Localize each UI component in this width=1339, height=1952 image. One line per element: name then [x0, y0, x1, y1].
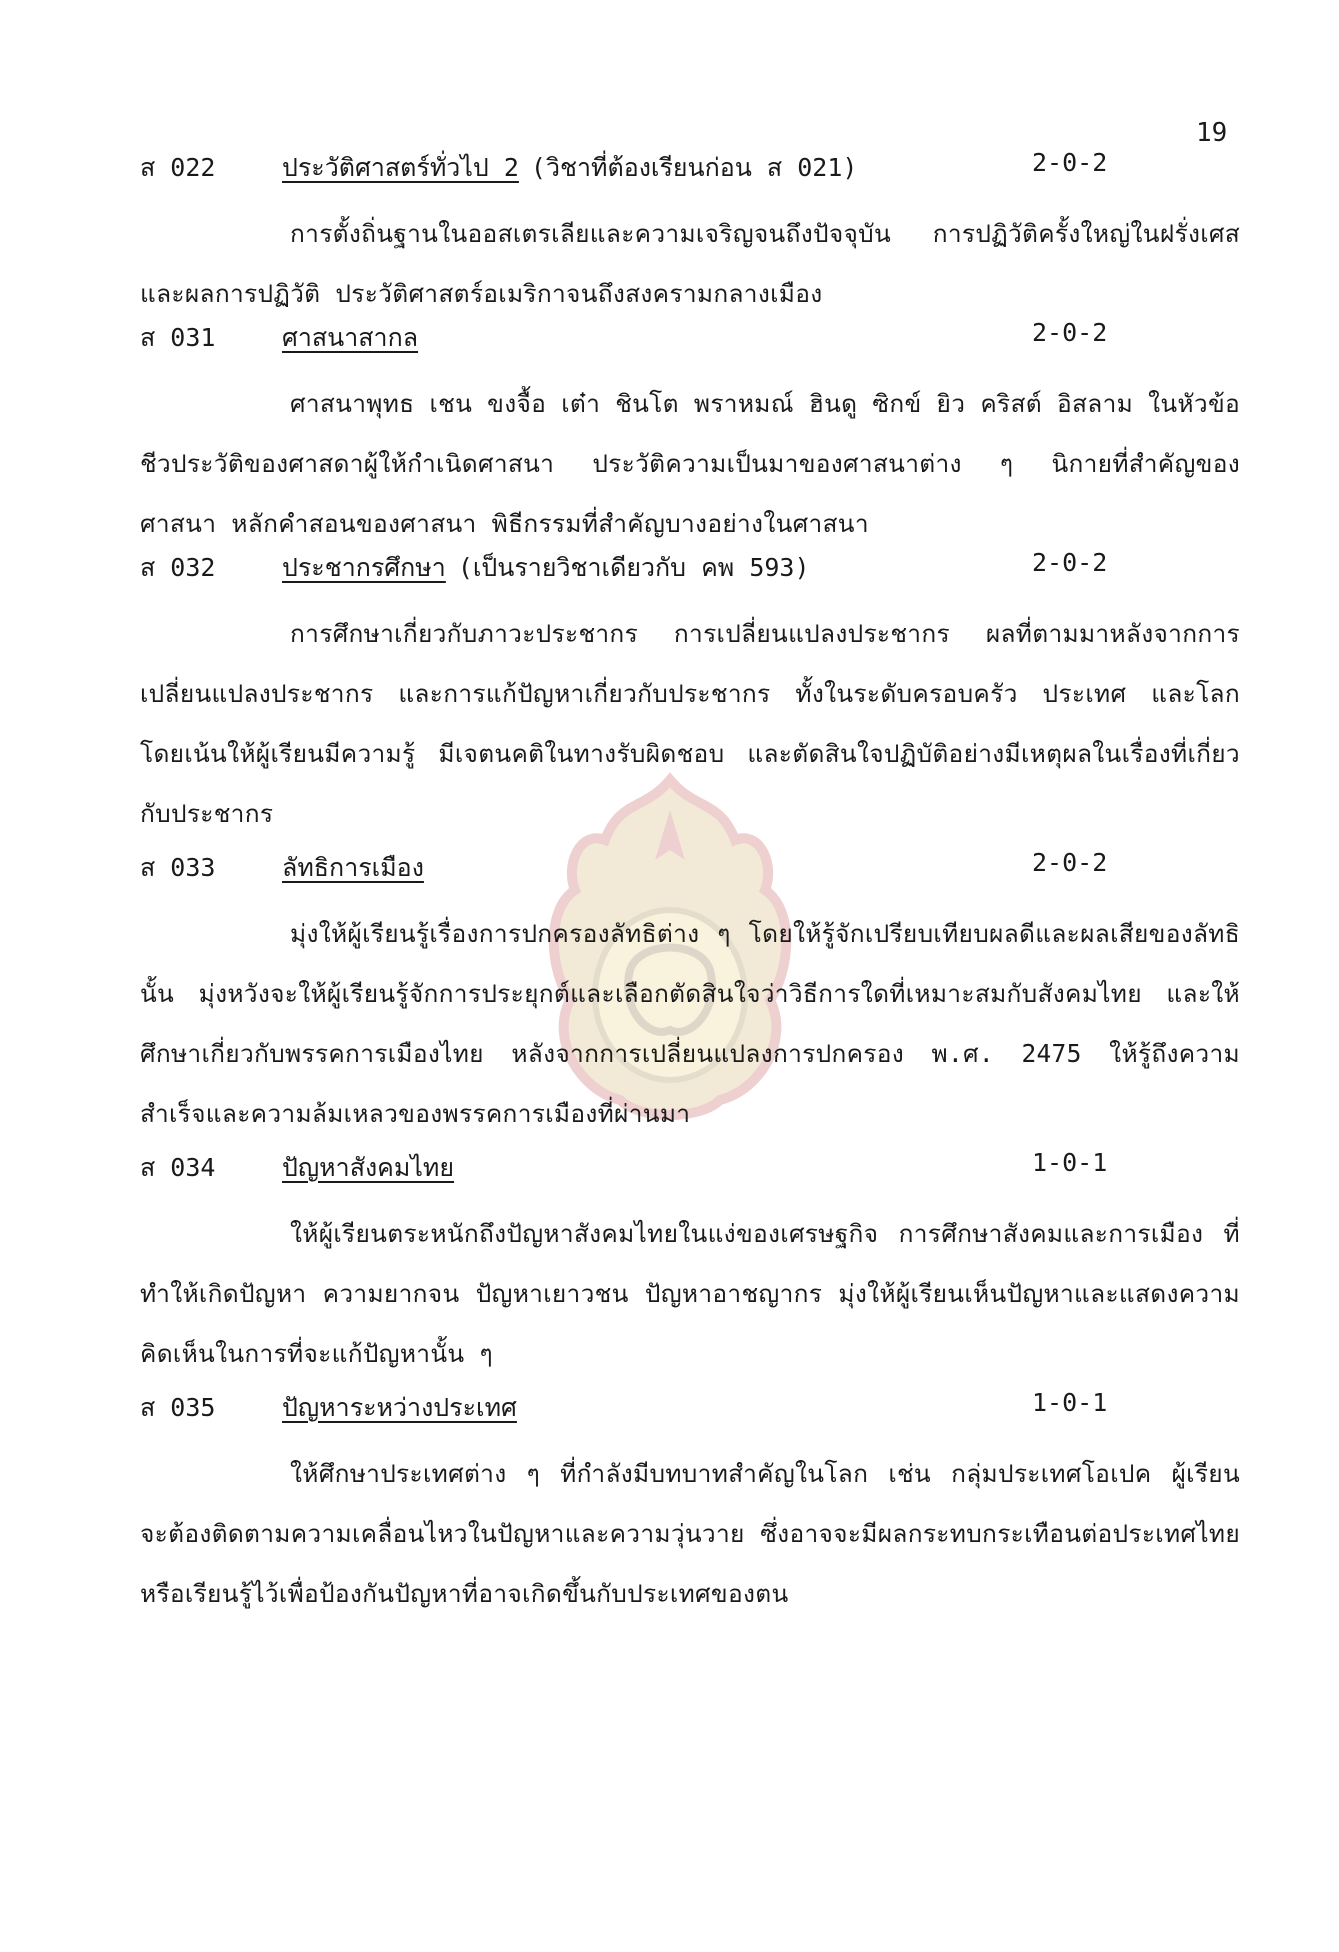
course-header — [0, 148, 1339, 190]
course-title-group — [282, 1388, 529, 1428]
course-code: ส 031 — [140, 323, 216, 352]
course-description: ให้ศึกษาประเทศต่าง ๆ ที่กำลังมีบทบาทสำคัญในโลก เช่น กลุ่มประเทศโอเปค ผู้เรียนจะต้องติดตามความเคลื่อนไหวในปัญหาและความวุ่นวาย ซึ่งอาจจะมีผลกระทบกระเทือนต่อประเทศไทย หรือเรียนรู้ไว้เพื่อป้องกันปัญหาที่อาจเกิดขึ้นกับประเทศของตน — [140, 1459, 1240, 1608]
course-title-group — [282, 318, 430, 358]
course-code: ส 035 — [140, 1393, 216, 1422]
page-number: 19 — [1196, 118, 1228, 148]
course-title: ศาสนาสากล — [282, 323, 419, 352]
course-description: การตั้งถิ่นฐานในออสเตรเลียและความเจริญจนถึงปัจจุบัน การปฏิวัติครั้งใหญ่ในฝรั่งเศส และผลการปฏิวัติ ประวัติศาสตร์อเมริกาจนถึงสงครามกลางเมือง — [140, 219, 1240, 308]
course-entry — [0, 548, 1339, 844]
course-title-group — [282, 148, 857, 188]
course-title: ประชากรศึกษา — [282, 553, 446, 582]
course-title: ประวัติศาสตร์ทั่วไป 2 — [282, 153, 519, 182]
course-code: ส 022 — [140, 153, 216, 182]
course-credits: 1-0-1 — [1032, 1148, 1108, 1177]
course-title: ปัญหาระหว่างประเทศ — [282, 1393, 517, 1422]
course-prerequisite: (เป็นรายวิชาเดียวกับ คพ 593) — [457, 553, 810, 582]
course-code: ส 032 — [140, 553, 216, 582]
course-header — [0, 318, 1339, 360]
course-description: มุ่งให้ผู้เรียนรู้เรื่องการปกครองลัทธิต่าง ๆ โดยให้รู้จักเปรียบเทียบผลดีและผลเสียของลัทธินั้น มุ่งหวังจะให้ผู้เรียนรู้จักการประยุกต์และเลือกตัดสินใจว่าวิธีการใดที่เหมาะสมกับสังคมไทย และให้ศึกษาเกี่ยวกับพรรคการเมืองไทย หลังจากการเปลี่ยนแปลงการปกครอง พ.ศ. 2475 ให้รู้ถึงความสำเร็จและความล้มเหลวของพรรคการเมืองที่ผ่านมา — [140, 919, 1240, 1128]
course-entry — [0, 1388, 1339, 1624]
course-description: ศาสนาพุทธ เชน ขงจื้อ เต๋า ชินโต พราหมณ์ ฮินดู ซิกข์ ยิว คริสต์ อิสลาม ในหัวข้อชีวประวัติของศาสดาผู้ให้กำเนิดศาสนา ประวัติความเป็นมาของศาสนาต่าง ๆ นิกายที่สำคัญของศาสนา หลักคำสอนของศาสนา พิธีกรรมที่สำคัญบางอย่างในศาสนา — [140, 389, 1241, 538]
course-entry — [0, 848, 1339, 1144]
course-title: ลัทธิการเมือง — [282, 853, 424, 882]
course-header — [0, 1148, 1339, 1190]
course-code: ส 033 — [140, 853, 216, 882]
course-title-group — [282, 1148, 466, 1188]
course-credits: 2-0-2 — [1032, 848, 1108, 877]
course-title: ปัญหาสังคมไทย — [282, 1153, 455, 1182]
course-description: การศึกษาเกี่ยวกับภาวะประชากร การเปลี่ยนแปลงประชากร ผลที่ตามมาหลังจากการเปลี่ยนแปลงประชากร และการแก้ปัญหาเกี่ยวกับประชากร ทั้งในระดับครอบครัว ประเทศ และโลก โดยเน้นให้ผู้เรียนมีความรู้ มีเจตนคติในทางรับผิดชอบ และตัดสินใจปฏิบัติอย่างมีเหตุผลในเรื่องที่เกี่ยวกับประชากร — [140, 619, 1240, 828]
course-description: ให้ผู้เรียนตระหนักถึงปัญหาสังคมไทยในแง่ของเศรษฐกิจ การศึกษาสังคมและการเมือง ที่ทำให้เกิดปัญหา ความยากจน ปัญหาเยาวชน ปัญหาอาชญากร มุ่งให้ผู้เรียนเห็นปัญหาและแสดงความคิดเห็นในการที่จะแก้ปัญหานั้น ๆ — [140, 1219, 1240, 1368]
course-credits: 2-0-2 — [1032, 548, 1108, 577]
course-entry — [0, 148, 1339, 324]
course-prerequisite: (วิชาที่ต้องเรียนก่อน ส 021) — [530, 153, 858, 182]
course-credits: 1-0-1 — [1032, 1388, 1108, 1417]
course-entry — [0, 318, 1339, 554]
course-header — [0, 848, 1339, 890]
course-header — [0, 548, 1339, 590]
course-code: ส 034 — [140, 1153, 216, 1182]
course-title-group — [282, 548, 810, 588]
course-entry — [0, 1148, 1339, 1384]
course-header — [0, 1388, 1339, 1430]
course-credits: 2-0-2 — [1032, 318, 1108, 347]
course-title-group — [282, 848, 436, 888]
course-credits: 2-0-2 — [1032, 148, 1108, 177]
